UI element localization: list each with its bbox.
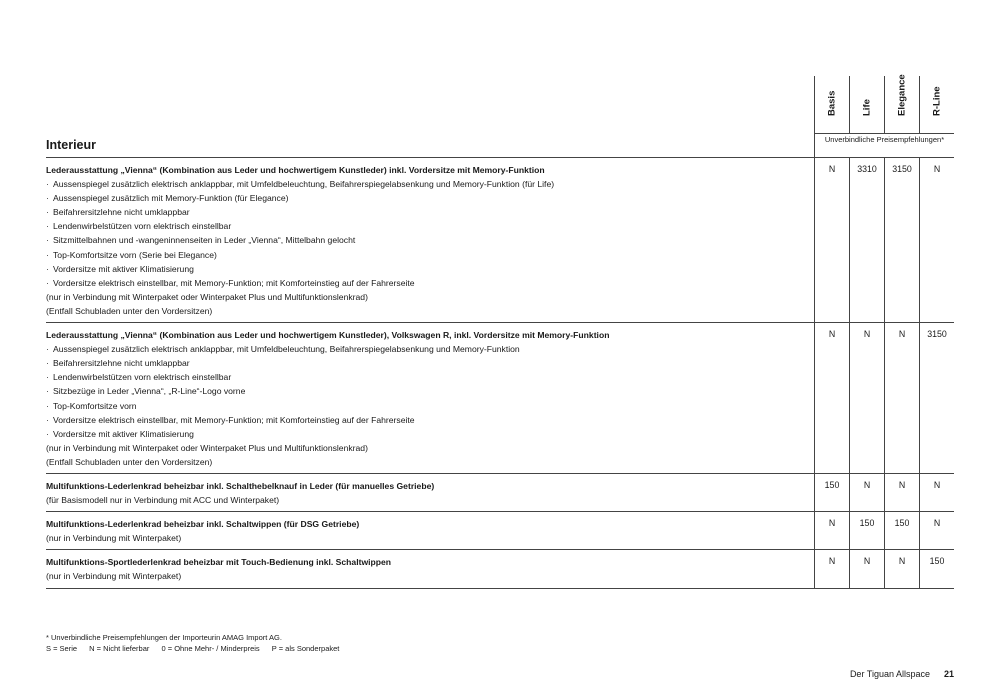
price-cell: N [884,474,919,511]
price-cell: 3150 [919,323,954,473]
row-description [46,512,814,549]
table-row [46,323,954,474]
legend-item: S = Serie [46,644,78,653]
row-values [814,550,954,587]
column-header-elegance: Elegance [884,76,919,133]
table-row [46,512,954,550]
legend [46,643,349,654]
table-row [46,550,954,588]
row-bullet-item: · Beifahrersitzlehne nicht umklappbar [46,356,814,370]
row-bullet-item: · Sitzbezüge in Leder „Vienna“, „R-Line“-Logo vorne [46,384,814,398]
row-bullet-item: · Vordersitze elektrisch einstellbar, mit Memory-Funktion; mit Komforteinstieg auf der Fahrerseite [46,276,814,290]
price-cell: N [849,474,884,511]
row-title: Lederausstattung „Vienna“ (Kombination aus Leder und hochwertigem Kunstleder) inkl. Vordersitze mit Memory-Funktion [46,165,545,175]
row-note: (nur in Verbindung mit Winterpaket) [46,571,182,582]
price-note: Unverbindliche Preisempfehlungen* [814,133,954,157]
price-cell: 150 [884,512,919,549]
legend-item: P = als Sonderpaket [271,644,340,653]
price-cell: N [814,158,849,322]
price-cell: N [884,550,919,587]
row-bullet-item: · Aussenspiegel zusätzlich elektrisch anklappbar, mit Umfeldbeleuchtung, Beifahrerspiegelabsenkung und Memory-Funktion [46,342,814,356]
page-footer [850,669,954,679]
price-cell: N [919,474,954,511]
column-header-basis: Basis [814,76,849,133]
row-description [46,550,814,587]
row-values [814,158,954,322]
price-cell: 3310 [849,158,884,322]
row-title: Multifunktions-Lederlenkrad beheizbar inkl. Schaltwippen (für DSG Getriebe) [46,519,360,530]
price-cell: N [849,550,884,587]
price-cell: 150 [814,474,849,511]
column-headers [814,76,954,133]
row-bullet-item: · Lendenwirbelstützen vorn elektrisch einstellbar [46,219,814,233]
footnote-block [46,632,349,654]
price-cell: N [919,512,954,549]
row-title: Multifunktions-Sportlederlenkrad beheizbar mit Touch-Bedienung inkl. Schaltwippen [46,557,392,568]
legend-item: 0 = Ohne Mehr- / Minderpreis [161,644,260,653]
row-title: Lederausstattung „Vienna“ (Kombination aus Leder und hochwertigem Kunstleder), Volkswagen R, inkl. Vordersitze mit Memory-Funktion [46,330,610,341]
row-title: Multifunktions-Lederlenkrad beheizbar inkl. Schalthebelknauf in Leder (für manuelles Getriebe) [46,480,435,491]
legend-item: N = Nicht lieferbar [89,644,150,653]
table-row [46,158,954,323]
row-note: (für Basismodell nur in Verbindung mit ACC und Winterpaket) [46,495,280,506]
row-bullet-item: · Lendenwirbelstützen vorn elektrisch einstellbar [46,370,814,384]
row-bullet-item: · Vordersitze mit aktiver Klimatisierung [46,427,814,441]
table-header [46,76,954,158]
row-note: (nur in Verbindung mit Winterpaket) [46,533,182,544]
column-header-r-line: R-Line [919,76,954,133]
row-bullet-item: · Aussenspiegel zusätzlich mit Memory-Funktion (für Elegance) [46,191,814,205]
row-note: (nur in Verbindung mit Winterpaket oder Winterpaket Plus und Multifunktionslenkrad) [46,291,368,302]
row-description [46,323,814,473]
table-body [46,158,954,589]
page-number: 21 [943,669,954,679]
row-bullet-item: · Aussenspiegel zusätzlich elektrisch anklappbar, mit Umfeldbeleuchtung, Beifahrerspiegelabsenkung und Memory-Funktion (für Life) [46,177,814,191]
price-cell: N [814,512,849,549]
row-values [814,512,954,549]
row-note: (Entfall Schubladen unter den Vordersitzen) [46,305,213,316]
row-values [814,323,954,473]
price-cell: N [814,550,849,587]
price-cell: N [884,323,919,473]
row-note: (nur in Verbindung mit Winterpaket oder Winterpaket Plus und Multifunktionslenkrad) [46,442,368,453]
row-bullet-item: · Sitzmittelbahnen und -wangeninnenseiten in Leder „Vienna“, Mittelbahn gelocht [46,233,814,247]
footer-title: Der Tiguan Allspace [849,669,930,679]
row-note: (Entfall Schubladen unter den Vordersitzen) [46,456,213,467]
row-bullet-item: · Top-Komfortsitze vorn [46,399,814,413]
row-bullet-item: · Top-Komfortsitze vorn (Serie bei Elegance) [46,248,814,262]
column-header-life: Life [849,76,884,133]
row-bullet-item: · Vordersitze elektrisch einstellbar, mit Memory-Funktion; mit Komforteinstieg auf der Fahrerseite [46,413,814,427]
table-row [46,474,954,512]
price-cell: N [849,323,884,473]
row-description [46,158,814,322]
price-cell: 150 [919,550,954,587]
price-cell: N [919,158,954,322]
row-description [46,474,814,511]
row-bullet-item: · Beifahrersitzlehne nicht umklappbar [46,205,814,219]
section-title: Interieur [46,138,97,152]
row-values [814,474,954,511]
price-table [46,76,954,589]
row-bullet-item: · Vordersitze mit aktiver Klimatisierung [46,262,814,276]
footnote: * Unverbindliche Preisempfehlungen der Importeurin AMAG Import AG. [46,633,282,642]
price-cell: N [814,323,849,473]
price-cell: 150 [849,512,884,549]
price-cell: 3150 [884,158,919,322]
